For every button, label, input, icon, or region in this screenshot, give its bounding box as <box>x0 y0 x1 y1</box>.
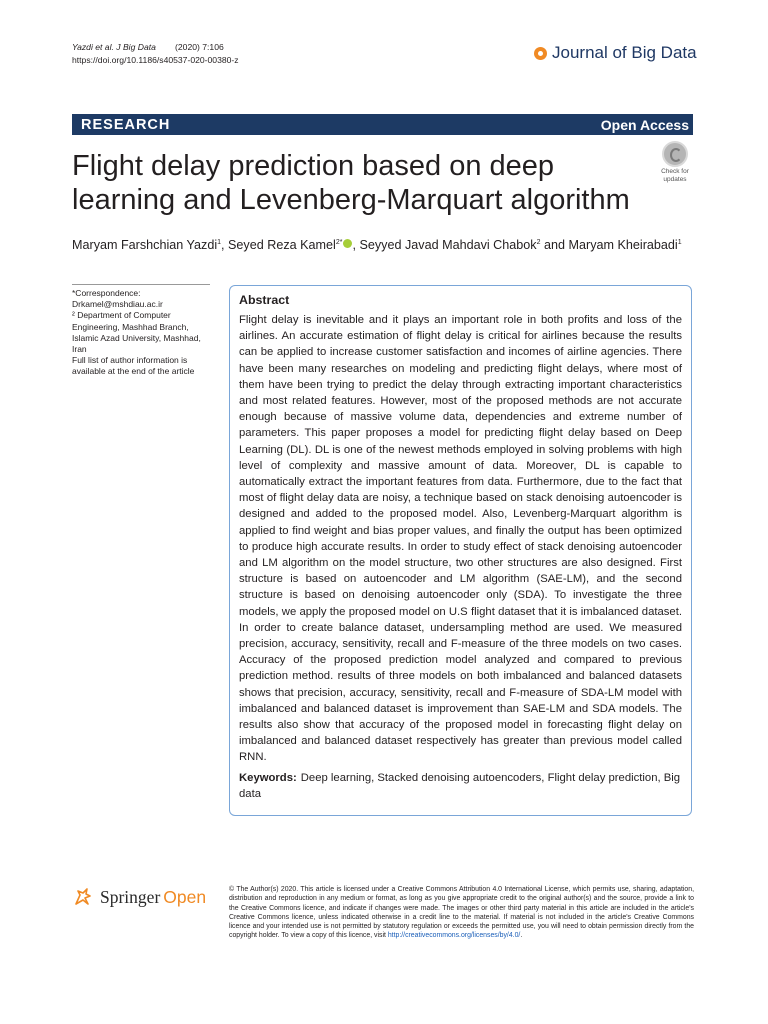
check-for-updates-button[interactable] <box>655 141 695 183</box>
abstract-box <box>229 285 692 816</box>
author-list <box>72 238 692 252</box>
keywords-label: Keywords: <box>239 771 297 784</box>
author-affiliation-ref: 2* <box>335 238 343 246</box>
citation-header <box>72 41 239 67</box>
article-type-label: RESEARCH <box>81 116 171 133</box>
affiliation-text: ² Department of Computer Engineering, Mashhad Branch, Islamic Azad University, Mashhad, Iran <box>72 310 201 355</box>
check-updates-line2: updates <box>663 176 687 183</box>
license-statement <box>229 885 694 941</box>
correspondence-sidebar <box>72 288 212 378</box>
correspondence-email[interactable]: Drkamel@mshdiau.ac.ir <box>72 299 163 310</box>
springer-open-logo <box>72 886 206 908</box>
springer-open-word: Open <box>163 886 207 907</box>
author-affiliation-ref: 1 <box>217 238 222 246</box>
license-link[interactable]: http://creativecommons.org/licenses/by/4.0/ <box>387 932 521 940</box>
author-name: , Seyed Reza Kamel <box>221 238 336 252</box>
author-name: and Maryam Kheirabadi <box>540 238 678 252</box>
author-affiliation-ref: 2 <box>536 238 541 246</box>
doi-link[interactable]: https://doi.org/10.1186/s40537-020-00380-z <box>72 55 239 65</box>
correspondence-label: *Correspondence: <box>72 288 141 298</box>
journal-logo-icon <box>534 47 547 60</box>
journal-name: Journal of Big Data <box>552 43 697 62</box>
sidebar-divider <box>72 284 210 285</box>
abstract-heading: Abstract <box>239 293 290 307</box>
check-updates-icon <box>662 141 688 167</box>
author-name: Maryam Farshchian Yazdi <box>72 238 218 252</box>
check-updates-line1: Check for <box>661 168 689 175</box>
citation-authors: Yazdi et al. J Big Data <box>72 42 156 52</box>
journal-logo[interactable] <box>534 43 697 63</box>
license-text: © The Author(s) 2020. This article is licensed under a Creative Commons Attribution 4.0 International License, which permits use, sharing, adaptation, distribution and reproduction in any medium or format, as long as you give appropriate credit to the original author(s) and the source, provide a link to the Creative Commons licence, and indicate if changes were made. The images or other third party material in this article are included in the article's Creative Commons licence, unless indicated otherwise in a credit line to the material. If material is not included in the article's Creative Commons licence and your intended use is not permitted by statutory regulation or exceeds the permitted use, you will need to obtain permission directly from the copyright holder. To view a copy of this licence, visit <box>229 886 694 940</box>
keywords-text: Deep learning, Stacked denoising autoencoders, Flight delay prediction, Big data <box>239 771 681 800</box>
article-title: Flight delay prediction based on deep learning and Levenberg-Marquart algorithm <box>72 150 630 216</box>
citation-year: (2020) 7:106 <box>175 42 224 52</box>
open-access-label: Open Access <box>600 116 689 133</box>
keywords <box>239 770 682 802</box>
springer-horse-icon <box>72 886 94 908</box>
abstract-body: Flight delay is inevitable and it plays an important role in both profits and loss of the airlines. An accurate estimation of flight delay is critical for airlines because the results can be applied to increase customer satisfaction and incomes of airline agencies. There have been many researches on modeling and predicting flight delays, where most of them have been trying to predict the delay through extracting important characteristics and most related features. However, most of the proposed methods are not accurate enough because of massive volume data, dependencies and extreme number of parameters. This paper proposes a model for predicting flight delay based on Deep Learning (DL). DL is one of the newest methods employed in solving problems with high level of complexity and massive amount of data. Moreover, DL is capable to automatically extract the important features from data. Furthermore, due to the fact that most of flight delay data are noisy, a technique based on stack denoising autoencoder is designed and added to the proposed model. Also, Levenberg-Marquart algorithm is applied to find weight and bias proper values, and finally the output has been optimized to produce high accurate results. In order to study effect of stack denoising autoencoder and LM algorithm on the model structure, two other structures are also designed. First structure is based on autoencoder and LM algorithm (SAE-LM), and the second structure is based on denoising autoencoder only (SDA). To investigate the three models, we apply the proposed model on U.S flight dataset that it is imbalanced dataset. In order to create balance dataset, undersampling method are used. We measured precision, accuracy, sensitivity, recall and F-measure of the three models on two cases. Accuracy of the proposed prediction model analyzed and compared to previous prediction method. results of three models on both imbalanced and balanced datasets shows that precision, accuracy, sensitivity, recall and F-measure of SDA-LM model with imbalanced and balanced dataset is improvement than SAE-LM and SDA models. The results also show that accuracy of the proposed model in forecasting flight delay on imbalanced and balanced dataset respectively has greater than previous model called RNN. <box>239 314 682 764</box>
springer-name: Springer <box>100 886 161 907</box>
author-info-note: Full list of author information is available at the end of the article <box>72 355 195 377</box>
author-affiliation-ref: 1 <box>677 238 682 246</box>
license-end: . <box>520 932 523 940</box>
author-name: , Seyyed Javad Mahdavi Chabok <box>352 238 537 252</box>
article-type-banner <box>72 114 693 135</box>
